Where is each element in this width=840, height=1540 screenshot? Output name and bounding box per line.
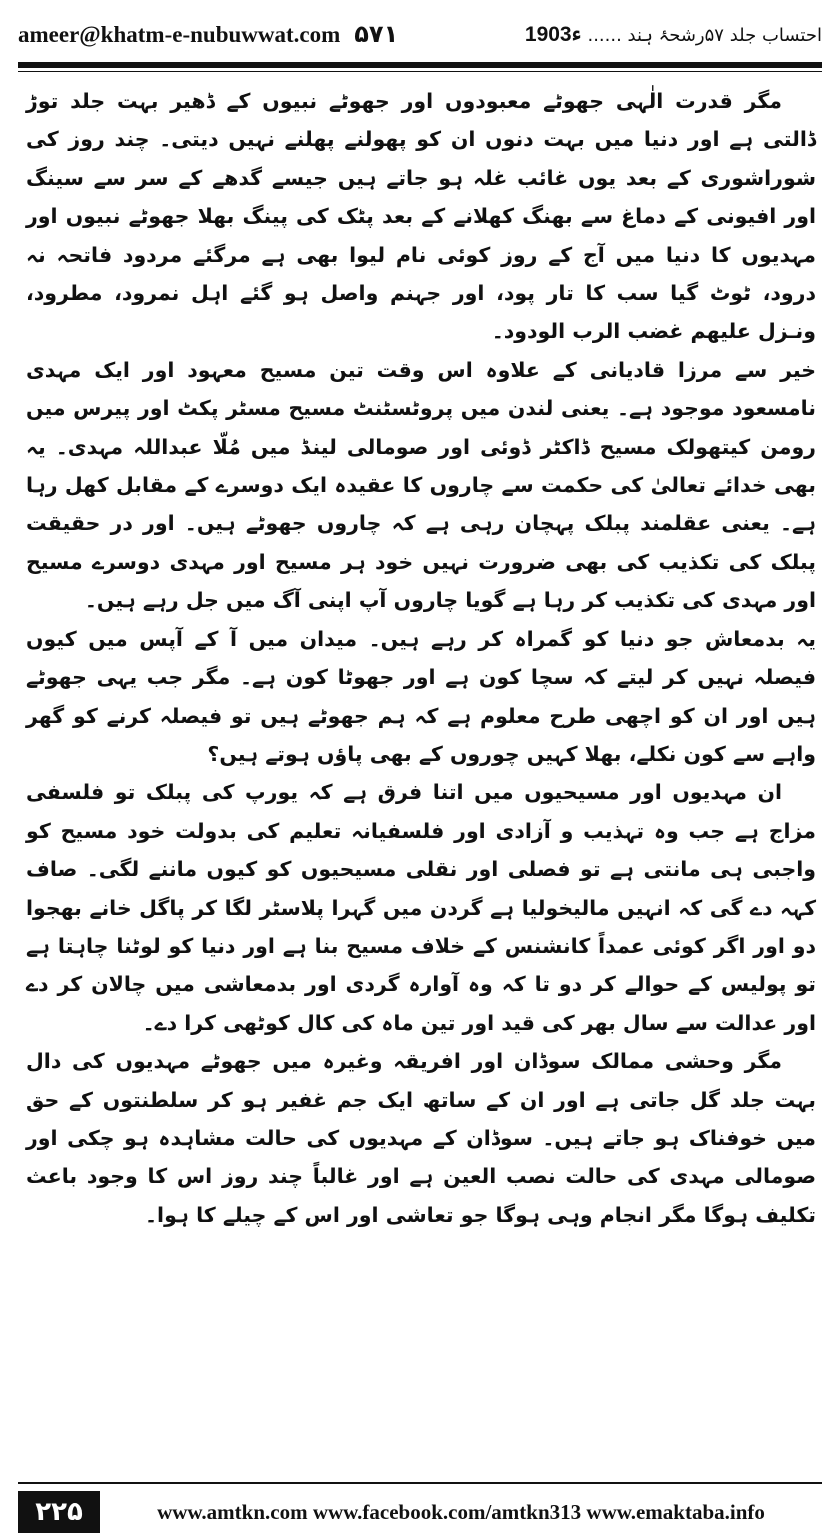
header-year: 1903ء: [524, 22, 582, 46]
paragraph-1: مگر قدرت الٰہی جھوٹے معبودوں اور جھوٹے نبیوں کے ڈھیر بہت جلد توڑ ڈالتی ہے اور دنیا میں بہت دنوں ان کو پھولنے پھلنے نہیں دیتی۔ چند روز کی شوراشوری کے بعد یوں غائب غلہ ہو جاتے ہیں جیسے گدھے کے سر سے سینگ اور افیونی کے دماغ سے بھنگ کھلانے کے بعد پٹک کی پینگ بھلا جھوٹے نبیوں اور مہدیوں کا دنیا میں آج کے روز کوئی نام لیوا بھی ہے مرگئے مردود فاتحہ نہ درود، ٹوٹ گیا سب کا تار پود، اور جہنم واصل ہو گئے اہل نمرود، مطرود، ونـزل علیھم غضب الرب الودود۔: [26, 89, 816, 344]
page-footer: [18, 1490, 822, 1534]
header-rule-thick: [18, 62, 822, 68]
header-title: احتساب جلد ۵۷رشحۂ ہند ......: [587, 24, 822, 46]
paragraph-5: مگر وحشی ممالک سوڈان اور افریقہ وغیرہ میں جھوٹے مہدیوں کی دال بہت جلد گل جاتی ہے اور ان کے ساتھ ایک جم غفیر ہو کر سلطنتوں کے حق میں خوفناک ہو جاتے ہیں۔ سوڈان کے مہدیوں کی حالت مشاہدہ ہو چکی اور صومالی مہدی کی حالت نصب العین ہے اور غالباً چند روز اس کا وجود باعث تکلیف ہوگا مگر انجام وہی ہوگا جو تعاشی اور اس کے چیلے کا ہوا۔: [26, 1049, 816, 1227]
header-rule-thin: [18, 71, 822, 72]
header-right: [525, 22, 822, 47]
body-text: [26, 82, 816, 1472]
paragraph-3: یہ بدمعاش جو دنیا کو گمراہ کر رہے ہیں۔ میدان میں آ کے آپس میں کیوں فیصلہ نہیں کر لیتے کہ سچا کون ہے اور جھوٹا کون ہے۔ مگر جب یہی جھوٹے ہیں اور ان کو اچھی طرح معلوم ہے کہ ہم جھوٹے ہیں تو فیصلہ کرنے کو گھر واہے سے کون نکلے، بھلا کہیں چوروں کے بھی پاؤں ہوتے ہیں؟: [26, 626, 816, 766]
paragraph-2: خیر سے مرزا قادیانی کے علاوہ اس وقت تین مسیح معہود اور ایک مہدی نامسعود موجود ہے۔ یعنی لندن میں پروٹسٹنٹ مسیح مسٹر پکٹ اور پیرس میں رومن کیتھولک مسیح ڈاکٹر ڈوئی اور صومالی لینڈ میں مُلّا عبداللہ مہدی۔ یہ بھی خدائے تعالیٰ کی حکمت سے چاروں کا عقیدہ ایک دوسرے کے مقابل کھل رہا ہے۔ یعنی عقلمند پبلک پہچان رہی ہے کہ چاروں جھوٹے ہیں۔ اور در حقیقت پبلک کی تکذیب کی بھی ضرورت نہیں خود ہر مسیح اور مہدی دوسرے مسیح اور مہدی کی تکذیب کر رہا ہے گویا چاروں آپ اپنی آگ میں جل رہے ہیں۔: [26, 357, 816, 613]
header-email: ameer@khatm-e-nubuwwat.com: [18, 22, 341, 47]
header-volume-page: ۵۷۱: [354, 20, 399, 48]
paragraph-4: ان مہدیوں اور مسیحیوں میں اتنا فرق ہے کہ یورپ کی پبلک تو فلسفی مزاج ہے جب وہ تہذیب و آزادی اور فلسفیانہ تعلیم کی بدولت خود مسیح کو واجبی ہی مانتی ہے تو فصلی اور نقلی مسیحیوں کو کیوں ماننے لگی۔ صاف کہہ دے گی کہ انہیں مالیخولیا ہے گردن میں گہرا پلاسٹر لگا کر پاگل خانے بھجوا دو اور اگر کوئی عمداً کانشنس کے خلاف مسیح بنا ہے اور دنیا کو لوٹنا چاہتا ہے تو پولیس کے حوالے کر دو تا کہ وہ آوارہ گردی اور بدمعاشی میں چالان کر دے اور عدالت سے سال بھر کی قید اور تین ماہ کی کال کوٹھی کرا دے۔: [26, 780, 816, 1035]
page-header: [18, 14, 822, 54]
footer-links: www.amtkn.com www.facebook.com/amtkn313 www.emaktaba.info: [157, 1499, 765, 1524]
header-left: [18, 20, 398, 48]
footer-page-number: ۲۲۵: [18, 1491, 100, 1533]
footer-rule: [18, 1482, 822, 1484]
